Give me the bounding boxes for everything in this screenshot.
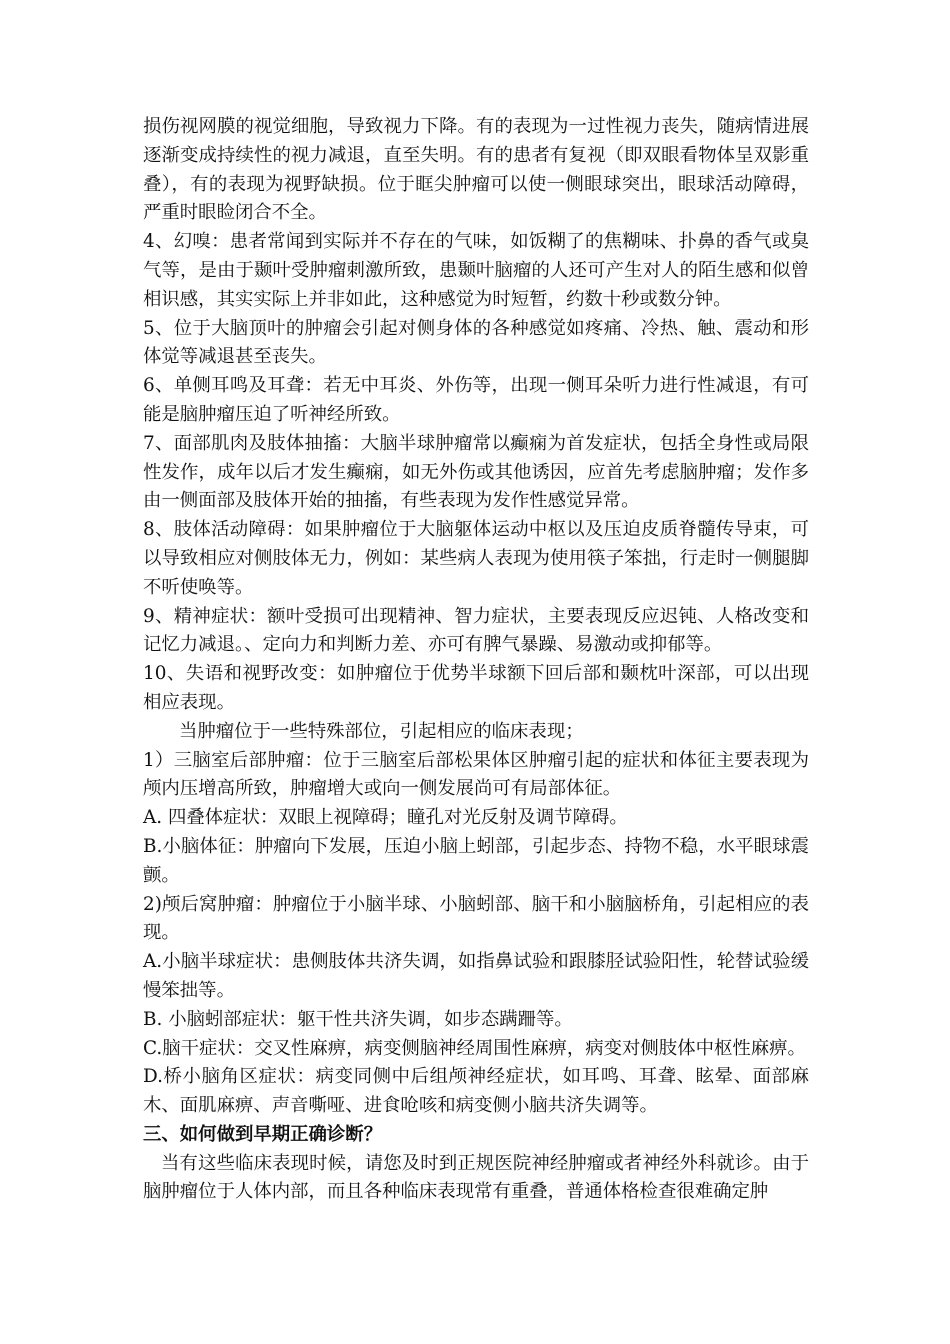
paragraph-third-ventricle: 1）三脑室后部肿瘤：位于三脑室后部松果体区肿瘤引起的症状和体征主要表现为颅内压增高所致，肿瘤增大或向一侧发展尚可有局部体征。: [143, 749, 809, 800]
paragraph-vision: 损伤视网膜的视觉细胞，导致视力下降。有的表现为一过性视力丧失，随病情进展逐渐变成持续性的视力减退，直至失明。有的患者有复视（即双眼看物体呈双影重叠），有的表现为视野缺损。位于眶尖肿瘤可以使一侧眼球突出，眼球活动障碍，严重时眼睑闭合不全。: [143, 116, 809, 224]
paragraph-brainstem: C.脑干症状：交叉性麻痹，病变侧脑神经周围性麻痹，病变对侧肢体中枢性麻痹。: [143, 1037, 806, 1059]
paragraph-limb-movement: 8、肢体活动障碍：如果肿瘤位于大脑躯体运动中枢以及压迫皮质脊髓传导束，可以导致相应对侧肢体无力，例如：某些病人表现为使用筷子笨拙，行走时一侧腿脚不听使唤等。: [143, 519, 809, 598]
paragraph-quadrigeminal: A. 四叠体症状：双眼上视障碍；瞳孔对光反射及调节障碍。: [143, 807, 628, 829]
paragraph-cerebellopontine-angle: D.桥小脑角区症状：病变同侧中后组颅神经症状，如耳鸣、耳聋、眩晕、面部麻木、面肌麻痹、声音嘶哑、进食呛咳和病变侧小脑共济失调等。: [143, 1066, 809, 1117]
paragraph-cerebellar-hemisphere: A.小脑半球症状：患侧肢体共济失调，如指鼻试验和跟膝胫试验阳性，轮替试验缓慢笨拙等。: [143, 951, 809, 1001]
section-heading-early-diagnosis: 三、如何做到早期正确诊断？: [143, 1123, 383, 1145]
paragraph-olfactory-hallucination: 4、幻嗅：患者常闻到实际并不存在的气味，如饭糊了的焦糊味、扑鼻的香气或臭气等，是由于颞叶受肿瘤刺激所致，患颞叶脑瘤的人还可产生对人的陌生感和似曾相识感，其实实际上并非如此，这种感觉为时短暂，约数十秒或数分钟。: [143, 231, 809, 310]
paragraph-cerebellar-signs: B.小脑体征：肿瘤向下发展，压迫小脑上蚓部，引起步态、持物不稳，水平眼球震颤。: [143, 835, 809, 886]
paragraph-special-locations: 当肿瘤位于一些特殊部位，引起相应的临床表现；: [179, 720, 584, 742]
paragraph-parietal-lobe: 5、位于大脑顶叶的肿瘤会引起对侧身体的各种感觉如疼痛、冷热、触、震动和形体觉等减退甚至丧失。: [143, 317, 809, 368]
paragraph-vermis: B. 小脑蚓部症状：躯干性共济失调，如步态蹒跚等。: [143, 1008, 573, 1030]
document-body: [143, 113, 809, 1207]
paragraph-posterior-fossa: 2)颅后窝肿瘤：肿瘤位于小脑半球、小脑蚓部、脑干和小脑脑桥角，引起相应的表现。: [143, 893, 809, 944]
paragraph-tinnitus-deafness: 6、单侧耳鸣及耳聋：若无中耳炎、外伤等，出现一侧耳朵听力进行性减退，有可能是脑肿瘤压迫了听神经所致。: [143, 375, 809, 425]
paragraph-aphasia-visual-field: 10、失语和视野改变：如肿瘤位于优势半球额下回后部和颞枕叶深部，可以出现相应表现。: [143, 663, 809, 713]
paragraph-mental-symptoms: 9、精神症状：额叶受损可出现精神、智力症状，主要表现反应迟钝、人格改变和记忆力减退。、定向力和判断力差、亦可有脾气暴躁、易激动或抑郁等。: [143, 605, 809, 656]
paragraph-seek-care: 当有这些临床表现时候，请您及时到正规医院神经肿瘤或者神经外科就诊。由于脑肿瘤位于人体内部，而且各种临床表现常有重叠，普通体格检查很难确定肿: [143, 1152, 809, 1203]
paragraph-seizures: 7、面部肌肉及肢体抽搐：大脑半球肿瘤常以癫痫为首发症状，包括全身性或局限性发作，成年以后才发生癫痫，如无外伤或其他诱因，应首先考虑脑肿瘤；发作多由一侧面部及肢体开始的抽搐，有些表现为发作性感觉异常。: [143, 432, 809, 512]
